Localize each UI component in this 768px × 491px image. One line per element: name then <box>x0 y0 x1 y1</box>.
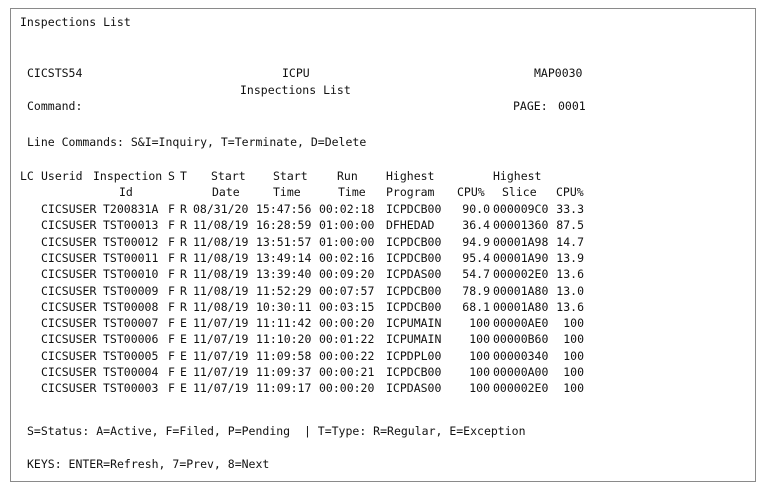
row-inspection-id: TST00005 <box>103 348 159 363</box>
row-run-time: 00:00:22 <box>319 348 375 363</box>
row-type: E <box>180 365 187 379</box>
row-start-date: 11/08/19 <box>193 267 249 282</box>
row-cpu-pct: 54.7 <box>462 267 490 282</box>
row-start-date: 11/07/19 <box>193 365 249 379</box>
row-run-time: 00:03:15 <box>319 299 375 314</box>
row-program: ICPDCB00 <box>386 365 442 379</box>
row-slice: 00000340 <box>493 348 549 363</box>
row-start-date: 11/08/19 <box>193 218 249 233</box>
row-program: ICPDCB00 <box>386 283 442 298</box>
row-program: ICPDCB00 <box>386 234 442 249</box>
col-time: Time <box>273 185 301 199</box>
row-slice: 00001A80 <box>493 283 549 298</box>
col-program: Program <box>386 185 435 199</box>
row-start-time: 11:11:42 <box>256 316 312 331</box>
row-type: R <box>180 267 187 282</box>
map-id: MAP0030 <box>534 66 583 80</box>
row-userid: CICSUSER <box>41 202 97 216</box>
status-legend: S=Status: A=Active, F=Filed, P=Pending | T=Type: R=Regular, E=Exception <box>27 424 526 438</box>
row-userid: CICSUSER <box>41 250 97 265</box>
row-cpu-pct: 36.4 <box>462 218 490 233</box>
col-userid: Userid <box>41 169 83 183</box>
row-start-time: 10:30:11 <box>256 299 312 314</box>
row-run-time: 00:00:20 <box>319 381 375 396</box>
col-slice-cpu-pct: CPU% <box>556 185 584 199</box>
col-slice: Slice <box>502 185 537 199</box>
screen-title: Inspections List <box>240 83 351 97</box>
row-start-time: 13:49:14 <box>256 250 312 265</box>
row-run-time: 00:02:18 <box>319 202 375 216</box>
row-start-date: 11/07/19 <box>193 381 249 396</box>
row-slice-cpu-pct: 14.7 <box>556 234 584 249</box>
command-label: Command: <box>27 99 83 113</box>
row-type: R <box>180 299 187 314</box>
row-cpu-pct: 94.9 <box>462 234 490 249</box>
row-slice: 00001A98 <box>493 234 549 249</box>
col-inspection-id: Id <box>119 185 133 199</box>
row-start-date: 11/08/19 <box>193 234 249 249</box>
row-userid: CICSUSER <box>41 218 97 233</box>
row-program: ICPDAS00 <box>386 267 442 282</box>
row-slice: 000002E0 <box>493 267 549 282</box>
col-highest-slice: Highest <box>493 169 542 183</box>
col-start-date: Start <box>211 169 246 183</box>
row-cpu-pct: 100 <box>469 365 490 379</box>
row-slice-cpu-pct: 100 <box>563 332 584 347</box>
row-inspection-id: TST00013 <box>103 218 159 233</box>
row-type: R <box>180 250 187 265</box>
row-inspection-id: TST00011 <box>103 250 159 265</box>
row-status: F <box>168 267 175 282</box>
row-start-time: 11:09:58 <box>256 348 312 363</box>
row-program: ICPUMAIN <box>386 332 442 347</box>
row-slice: 000009C0 <box>493 202 549 216</box>
row-start-time: 13:39:40 <box>256 267 312 282</box>
row-start-date: 08/31/20 <box>193 202 249 216</box>
row-slice-cpu-pct: 87.5 <box>556 218 584 233</box>
row-slice: 00000A00 <box>493 365 549 379</box>
row-run-time: 01:00:00 <box>319 218 375 233</box>
row-run-time: 00:00:21 <box>319 365 375 379</box>
row-cpu-pct: 100 <box>469 332 490 347</box>
row-userid: CICSUSER <box>41 283 97 298</box>
row-run-time: 00:09:20 <box>319 267 375 282</box>
row-program: DFHEDAD <box>386 218 435 233</box>
row-inspection-id: TST00008 <box>103 299 159 314</box>
row-status: F <box>168 381 175 396</box>
row-cpu-pct: 95.4 <box>462 250 490 265</box>
row-status: F <box>168 348 175 363</box>
row-type: R <box>180 283 187 298</box>
row-start-date: 11/08/19 <box>193 250 249 265</box>
row-inspection-id: TST00006 <box>103 332 159 347</box>
row-status: F <box>168 234 175 249</box>
row-start-time: 11:52:29 <box>256 283 312 298</box>
row-slice: 00000AE0 <box>493 316 549 331</box>
row-userid: CICSUSER <box>41 381 97 396</box>
row-status: F <box>168 202 175 216</box>
row-run-time: 01:00:00 <box>319 234 375 249</box>
row-program: ICPDPL00 <box>386 348 442 363</box>
row-inspection-id: TST00012 <box>103 234 159 249</box>
row-cpu-pct: 100 <box>469 381 490 396</box>
row-start-time: 15:47:56 <box>256 202 312 216</box>
col-highest-program: Highest <box>386 169 435 183</box>
row-status: F <box>168 316 175 331</box>
row-start-date: 11/07/19 <box>193 332 249 347</box>
row-type: E <box>180 332 187 347</box>
command-input[interactable] <box>90 98 390 114</box>
col-lc: LC <box>20 169 34 183</box>
col-run-time2: Time <box>338 185 366 199</box>
row-slice: 00000B60 <box>493 332 549 347</box>
row-program: ICPUMAIN <box>386 316 442 331</box>
row-run-time: 00:02:16 <box>319 250 375 265</box>
row-userid: CICSUSER <box>41 299 97 314</box>
row-slice-cpu-pct: 100 <box>563 348 584 363</box>
row-start-date: 11/07/19 <box>193 348 249 363</box>
row-run-time: 00:00:20 <box>319 316 375 331</box>
row-status: F <box>168 332 175 347</box>
row-start-time: 11:09:17 <box>256 381 312 396</box>
row-slice-cpu-pct: 100 <box>563 381 584 396</box>
row-start-date: 11/08/19 <box>193 283 249 298</box>
col-date: Date <box>212 185 240 199</box>
page-label: PAGE: <box>513 99 548 113</box>
row-inspection-id: TST00009 <box>103 283 159 298</box>
row-type: R <box>180 234 187 249</box>
row-userid: CICSUSER <box>41 348 97 363</box>
row-status: F <box>168 250 175 265</box>
row-inspection-id: TST00003 <box>103 381 159 396</box>
row-inspection-id: TST00004 <box>103 365 159 379</box>
col-cpu-pct: CPU% <box>457 185 485 199</box>
row-inspection-id: TST00010 <box>103 267 159 282</box>
row-userid: CICSUSER <box>41 267 97 282</box>
col-status: S <box>168 169 175 183</box>
row-type: E <box>180 381 187 396</box>
row-cpu-pct: 90.0 <box>462 202 490 216</box>
row-cpu-pct: 100 <box>469 316 490 331</box>
row-program: ICPDCB00 <box>386 202 442 216</box>
col-inspection: Inspection <box>93 169 163 183</box>
row-status: F <box>168 218 175 233</box>
row-program: ICPDCB00 <box>386 299 442 314</box>
line-commands-help: Line Commands: S&I=Inquiry, T=Terminate, D=Delete <box>27 135 367 149</box>
row-start-date: 11/08/19 <box>193 299 249 314</box>
row-program: ICPDCB00 <box>386 250 442 265</box>
row-slice-cpu-pct: 100 <box>563 316 584 331</box>
row-status: F <box>168 299 175 314</box>
row-start-date: 11/07/19 <box>193 316 249 331</box>
col-run-time: Run <box>337 169 358 183</box>
col-type: T <box>180 169 187 183</box>
row-cpu-pct: 100 <box>469 348 490 363</box>
row-start-time: 16:28:59 <box>256 218 312 233</box>
row-slice-cpu-pct: 13.6 <box>556 299 584 314</box>
row-userid: CICSUSER <box>41 332 97 347</box>
row-userid: CICSUSER <box>41 234 97 249</box>
row-userid: CICSUSER <box>41 316 97 331</box>
col-start-time: Start <box>273 169 308 183</box>
row-slice-cpu-pct: 100 <box>563 365 584 379</box>
row-slice-cpu-pct: 33.3 <box>556 202 584 216</box>
row-status: F <box>168 283 175 298</box>
row-type: R <box>180 202 187 216</box>
row-start-time: 11:10:20 <box>256 332 312 347</box>
row-inspection-id: T200831A <box>103 202 159 216</box>
row-slice-cpu-pct: 13.9 <box>556 250 584 265</box>
row-slice: 00001A90 <box>493 250 549 265</box>
row-slice-cpu-pct: 13.0 <box>556 283 584 298</box>
row-inspection-id: TST00007 <box>103 316 159 331</box>
keys-help: KEYS: ENTER=Refresh, 7=Prev, 8=Next <box>27 457 270 471</box>
row-type: R <box>180 218 187 233</box>
page-number: 0001 <box>558 99 586 113</box>
row-slice: 000002E0 <box>493 381 549 396</box>
row-slice: 00001A80 <box>493 299 549 314</box>
row-type: E <box>180 348 187 363</box>
row-status: F <box>168 365 175 379</box>
system-id: CICSTS54 <box>27 66 83 80</box>
row-userid: CICSUSER <box>41 365 97 379</box>
transaction-id: ICPU <box>282 66 310 80</box>
row-cpu-pct: 68.1 <box>462 299 490 314</box>
row-slice-cpu-pct: 13.6 <box>556 267 584 282</box>
row-run-time: 00:01:22 <box>319 332 375 347</box>
row-start-time: 13:51:57 <box>256 234 312 249</box>
row-cpu-pct: 78.9 <box>462 283 490 298</box>
row-program: ICPDAS00 <box>386 381 442 396</box>
window-title: Inspections List <box>20 15 131 29</box>
row-type: E <box>180 316 187 331</box>
row-slice: 00001360 <box>493 218 549 233</box>
row-run-time: 00:07:57 <box>319 283 375 298</box>
row-start-time: 11:09:37 <box>256 365 312 379</box>
